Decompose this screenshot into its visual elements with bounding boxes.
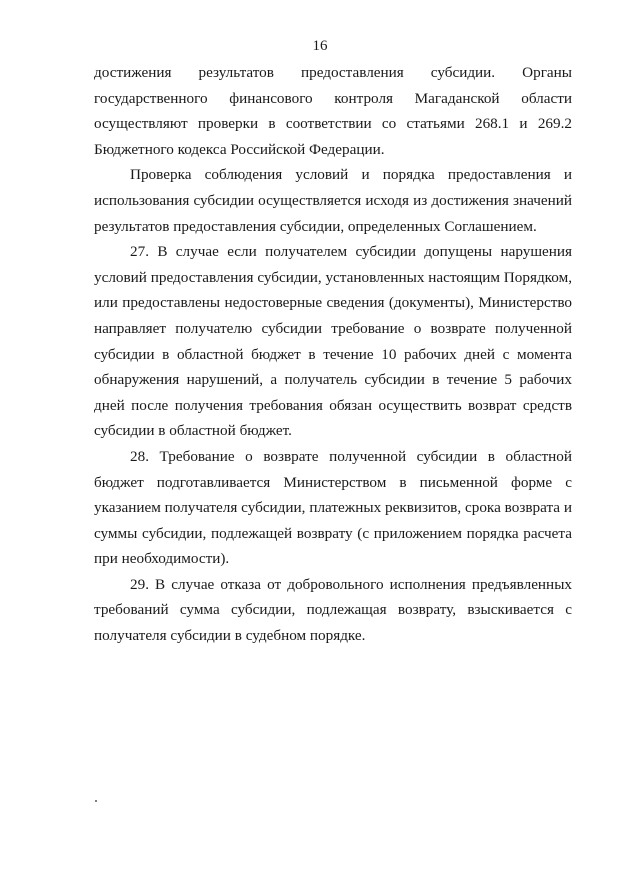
paragraph-verification: Проверка соблюдения условий и порядка предоставления и использования субсидии осуществляется исходя из достижения значений результатов предоставления субсидии, определенных Соглашением.	[94, 166, 572, 235]
paragraph-28: 28. Требование о возврате полученной субсидии в областной бюджет подготавливается Министерством в письменной форме с указанием получателя субсидии, платежных реквизитов, срока возврата и суммы субсидии, подлежащей возврату (с приложением порядка расчета при необходимости).	[94, 447, 572, 568]
scan-speck	[95, 800, 97, 802]
page-number: 16	[312, 38, 328, 54]
paragraph-29: 29. В случае отказа от добровольного исполнения предъявленных требований сумма субсидии, подлежащая возврату, взыскивается с получателя субсидии в судебном порядке.	[94, 575, 572, 645]
paragraph-continuation: достижения результатов предоставления субсидии. Органы государственного финансового контроля Магаданской области осуществляют проверки в соответствии со статьями 268.1 и 269.2 Бюджетного кодекса Российской Федерации.	[94, 64, 572, 158]
document-body	[94, 60, 572, 649]
paragraph-27: 27. В случае если получателем субсидии допущены нарушения условий предоставления субсидии, установленных настоящим Порядком, или предоставлены недостоверные сведения (документы), Министерство направляет получателю субсидии требование о возврате полученной субсидии в областной бюджет в течение 10 рабочих дней с момента обнаружения нарушений, а получатель субсидии в течение 5 рабочих дней после получения требования обязан осуществить возврат средств субсидии в областной бюджет.	[94, 243, 572, 440]
